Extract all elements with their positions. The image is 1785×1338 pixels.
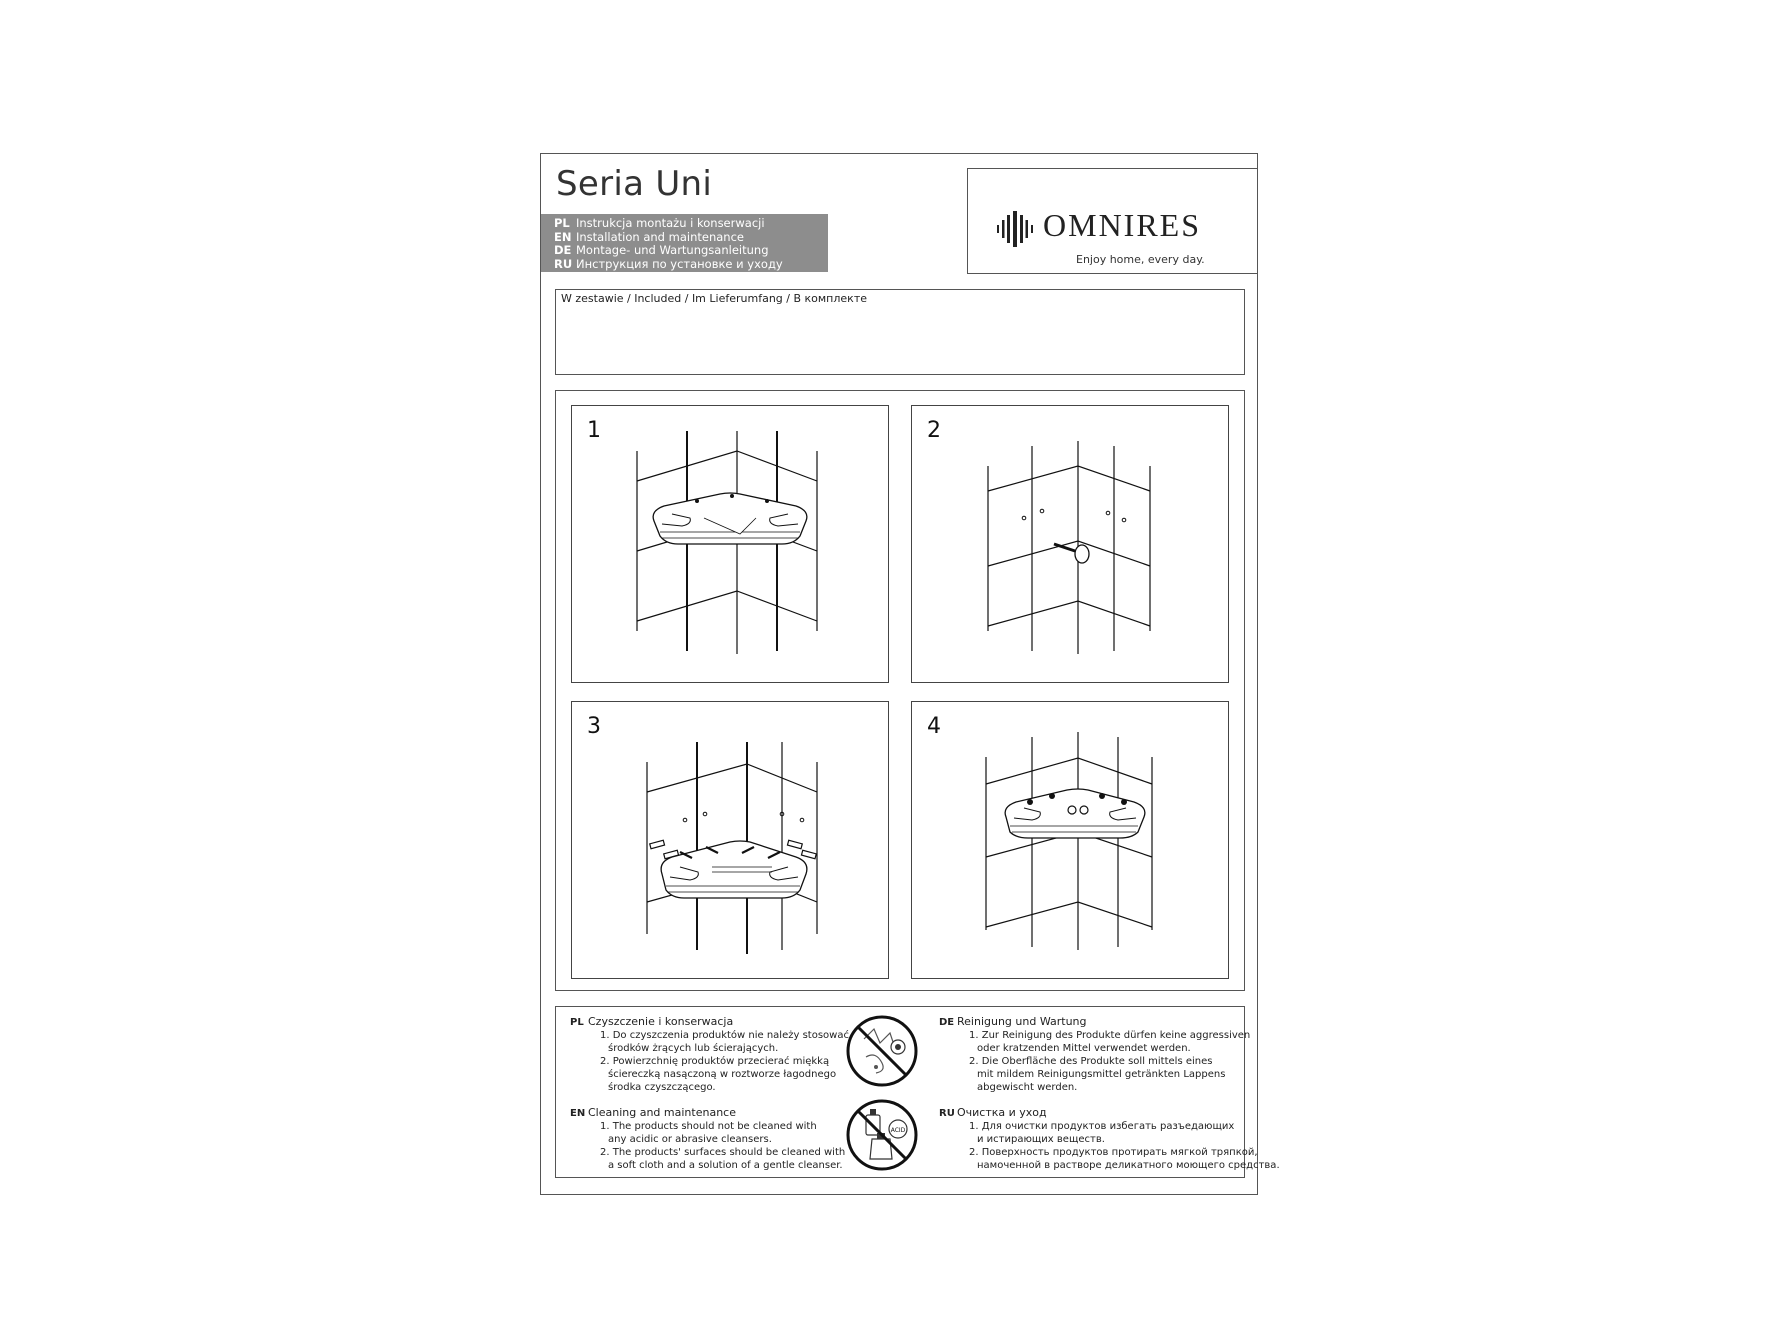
care-line: mit mildem Reinigungsmittel getränkten Lappens bbox=[977, 1069, 1226, 1080]
acid-label: ACID bbox=[890, 1127, 906, 1134]
step-1-illustration bbox=[572, 406, 888, 682]
care-de bbox=[939, 1015, 1250, 1094]
care-ru bbox=[939, 1106, 1280, 1172]
no-acid-icon bbox=[848, 1101, 916, 1169]
care-line: 2. Поверхность продуктов протирать мягкой тряпкой, bbox=[969, 1147, 1258, 1158]
lang-row-en: EN Installation and maintenance bbox=[554, 229, 744, 244]
step-2-illustration bbox=[912, 406, 1228, 682]
care-en-title: EN Cleaning and maintenance bbox=[570, 1106, 736, 1119]
corner-basket bbox=[661, 841, 807, 898]
care-line: ściereczką nasączoną w roztworze łagodnego bbox=[608, 1069, 837, 1080]
step-2 bbox=[911, 405, 1229, 683]
prohibited-cleaners-icons bbox=[846, 1011, 936, 1175]
care-pl bbox=[570, 1015, 849, 1094]
included-box bbox=[555, 289, 1245, 375]
instruction-sheet bbox=[540, 153, 1280, 1195]
step-1 bbox=[571, 405, 889, 683]
care-de-title: DE Reinigung und Wartung bbox=[939, 1015, 1087, 1028]
step-4-illustration bbox=[912, 702, 1228, 978]
care-line: 1. Для очистки продуктов избегать разъедающих bbox=[969, 1121, 1235, 1132]
lang-row-de: DE Montage- und Wartungsanleitung bbox=[554, 243, 769, 257]
care-line: 2. Powierzchnię produktów przecierać miękką bbox=[600, 1056, 830, 1067]
care-line: środka czyszczącego. bbox=[608, 1082, 716, 1093]
omnires-logo-icon bbox=[995, 209, 1035, 249]
included-label: W zestawie / Included / Im Lieferumfang / В комплекте bbox=[561, 292, 867, 305]
care-line: 1. The products should not be cleaned with bbox=[600, 1121, 817, 1132]
care-pl-title: PL Czyszczenie i konserwacja bbox=[570, 1015, 734, 1028]
step-3 bbox=[571, 701, 889, 979]
steps-panel bbox=[555, 390, 1245, 991]
lang-row-ru: RU Инструкция по установке и уходу bbox=[554, 256, 783, 271]
lang-row-pl: PL Instrukcja montażu i konserwacji bbox=[554, 216, 765, 230]
corner-basket bbox=[1005, 789, 1145, 838]
series-title: Seria Uni bbox=[556, 164, 713, 204]
care-line: środków żrących lub ścierających. bbox=[608, 1043, 779, 1054]
logo-box bbox=[967, 168, 1257, 274]
care-line: oder kratzenden Mittel verwendet werden. bbox=[977, 1043, 1191, 1054]
care-en bbox=[570, 1106, 845, 1172]
step-number: 2 bbox=[927, 418, 941, 443]
care-line: и истирающих веществ. bbox=[977, 1134, 1105, 1145]
care-line: 1. Zur Reinigung des Produkte dürfen keine aggressiven bbox=[969, 1030, 1251, 1041]
step-number: 4 bbox=[927, 714, 941, 739]
care-line: a soft cloth and a solution of a gentle cleanser. bbox=[608, 1160, 843, 1171]
corner-basket bbox=[653, 493, 807, 544]
care-line: 2. The products' surfaces should be cleaned with bbox=[600, 1147, 846, 1158]
step-number: 3 bbox=[587, 714, 601, 739]
language-band bbox=[541, 214, 828, 272]
care-line: 1. Do czyszczenia produktów nie należy stosować bbox=[600, 1030, 849, 1041]
step-number: 1 bbox=[587, 418, 601, 443]
care-line: 2. Die Oberfläche des Produkte soll mittels eines bbox=[969, 1056, 1213, 1067]
step-3-illustration bbox=[572, 702, 888, 978]
care-line: намоченной в растворе деликатного моющего средства. bbox=[977, 1160, 1280, 1171]
brand-name: OMNIRES bbox=[1043, 207, 1202, 243]
step-4 bbox=[911, 701, 1229, 979]
drill-bit bbox=[1054, 544, 1089, 563]
care-panel bbox=[555, 1006, 1280, 1178]
care-line: abgewischt werden. bbox=[977, 1082, 1078, 1093]
care-ru-title: RU Очистка и уход bbox=[939, 1106, 1047, 1119]
brand-tagline: Enjoy home, every day. bbox=[1076, 253, 1205, 266]
no-abrasive-icon bbox=[848, 1017, 916, 1085]
care-line: any acidic or abrasive cleansers. bbox=[608, 1134, 772, 1145]
